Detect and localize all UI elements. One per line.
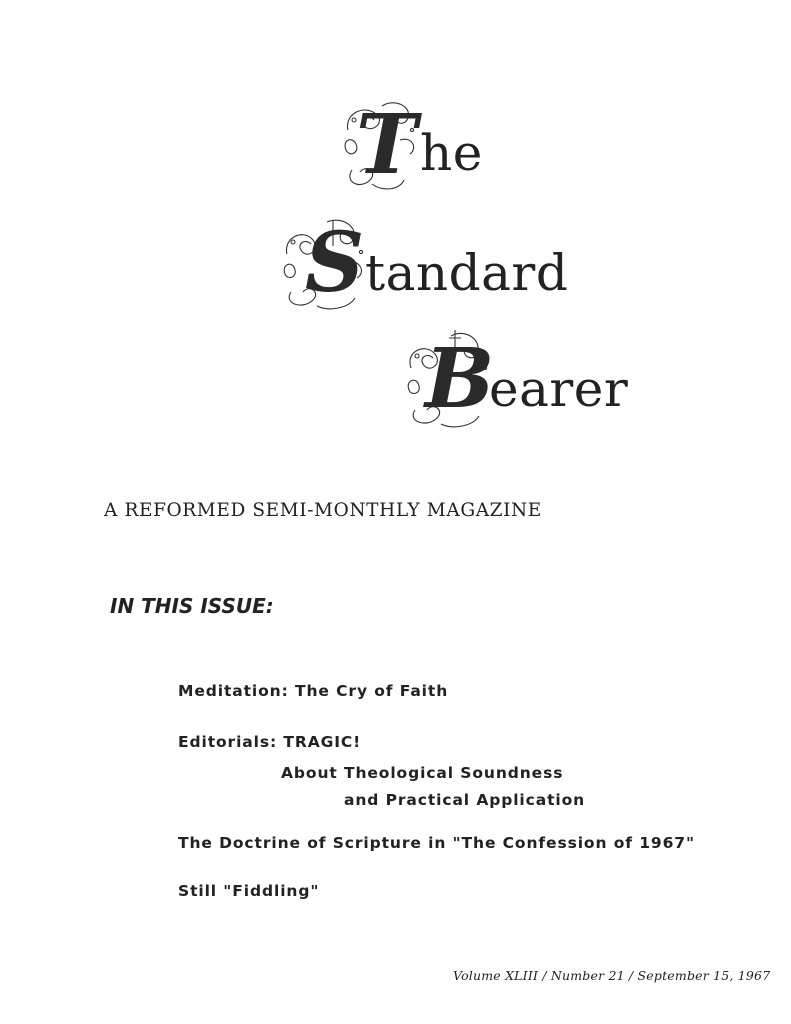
toc-item-doctrine: The Doctrine of Scripture in "The Confession of 1967" xyxy=(178,834,695,852)
initial-letter: S xyxy=(305,215,365,311)
ornate-initial-s xyxy=(283,215,371,311)
toc-item-editorials: Editorials: TRAGIC! xyxy=(178,733,362,751)
toc-item-editorials-line3: and Practical Application xyxy=(344,791,586,809)
toc-item-still-fiddling: Still "Fiddling" xyxy=(178,882,320,900)
initial-letter: T xyxy=(356,97,418,193)
masthead-word-earer: earer xyxy=(489,360,629,418)
masthead-line-bearer xyxy=(405,328,628,428)
toc-item-meditation: Meditation: The Cry of Faith xyxy=(178,682,449,700)
masthead-word-he: he xyxy=(420,124,483,182)
issue-heading: IN THIS ISSUE: xyxy=(110,594,274,618)
masthead-line-the xyxy=(342,97,483,193)
ornate-initial-b xyxy=(405,328,495,428)
masthead-word-tandard: tandard xyxy=(365,244,569,302)
magazine-subtitle: A REFORMED SEMI-MONTHLY MAGAZINE xyxy=(104,500,542,521)
issue-info-footer: Volume XLIII / Number 21 / September 15, 1967 xyxy=(453,968,771,983)
initial-letter: B xyxy=(425,331,495,427)
ornate-initial-t xyxy=(342,97,422,193)
toc-item-editorials-line2: About Theological Soundness xyxy=(281,764,564,782)
masthead-line-standard xyxy=(283,215,569,311)
